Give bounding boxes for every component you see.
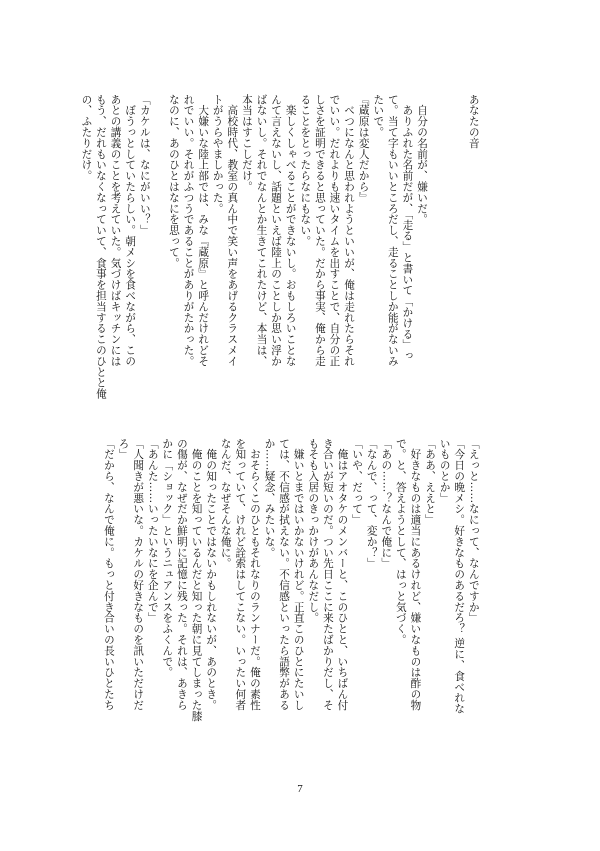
- text-line: なんだ、なぜそんな俺に。: [219, 438, 232, 569]
- text-line: ばないし。それでなんとか生きてこれたけど、本当は、: [255, 94, 268, 367]
- text-line: の傷が、なぜだか鮮明に記憶に残った。それは、あきら: [175, 438, 188, 711]
- text-line: べつになんと思われようといいが、俺は走れたらそれ: [343, 94, 356, 367]
- text-line: 大嫌いな陸上部では、みな『蔵原』と呼んだけれどそ: [197, 94, 210, 367]
- text-line: 「だから、なんで俺に。もっと付き合いの長いひとたち: [102, 438, 115, 711]
- text-line: トがうらやましかった。: [211, 94, 224, 214]
- text-line: でいい。だれよりも速いタイムを出すことで、自分の正: [328, 94, 341, 367]
- text-line: あとの講義のことを考えていた。気づけばキッチンには: [109, 94, 122, 367]
- text-line: なのに、あのひとはなにを思って。: [167, 94, 180, 269]
- text-line: かに「ショック」というニュアンスをふくんで。: [161, 438, 174, 678]
- upper-text-block: [50, 94, 510, 414]
- text-line: 「人聞きが悪いな。カケルの好きなものを訊いただけだ: [132, 438, 145, 711]
- text-line: 自分の名前が、嫌いだ。: [416, 94, 429, 225]
- text-line: 「えっと……なにって、なんですか」: [467, 438, 480, 624]
- text-line: 俺のことを知っているんだと知った朝に見てしまった膝: [190, 438, 203, 722]
- text-line: 「ああ、ええと」: [424, 438, 437, 526]
- text-line: き合いが短いのだ。つい先日ここに来たばかりだし、そ: [321, 438, 334, 711]
- text-line: 「なんで、って、変か？」: [365, 438, 378, 569]
- text-line: もそも入居のきっかけがあんなだし。: [307, 438, 320, 624]
- text-line: ては、不信感が拭えない。不信感といったら語弊がある: [278, 438, 291, 711]
- text-line: 「いや、だって」: [351, 438, 364, 526]
- text-line: ありふれた名前だが、「走る」と書いて「かける」っ: [401, 94, 414, 362]
- text-line: たいで。: [372, 94, 385, 138]
- text-line: か……疑念、みたいな。: [263, 438, 276, 558]
- text-line: 高校時代、教室の真ん中で笑い声をあげるクラスメイ: [226, 94, 239, 367]
- text-line: ることをとったらなにもない。: [299, 94, 312, 247]
- text-line: 「あの……？なんで俺に」: [380, 438, 393, 569]
- text-line: れでいい。それがふつうであることがありがたかった。: [182, 94, 195, 367]
- text-line: もう、だれもいなくなっていて、食事を担当するこのひとと俺: [94, 94, 107, 400]
- text-line: んて言えないし、話題といえば陸上のことしか思い浮か: [270, 94, 283, 367]
- text-line: を知っていて、けれど詮索はしてこない。いったい何者: [234, 438, 247, 711]
- text-line: ぼうっとしていたらしい。朝メシを食べながら、この: [124, 94, 137, 367]
- text-line: の、ふたりだけ。: [80, 94, 93, 182]
- chapter-title: あなたの音: [467, 94, 480, 149]
- text-line: 好きなものは適当にあるけれど、嫌いなものは酢の物: [409, 438, 422, 711]
- text-line: [152, 94, 167, 414]
- text-line: 嫌いとまではいかないけれど。正直このひとにたいし: [292, 438, 305, 711]
- text-line: 「今日の晩メシ。好きなものあるだろ？ 逆に、食べれな: [453, 438, 466, 715]
- text-line: ろ」: [117, 438, 130, 460]
- text-line: 「カケルは、なにがいい？」: [138, 94, 151, 236]
- text-line: 俺の知ったことではないかもしれないが、あのとき。: [205, 438, 218, 711]
- text-line: 「あんた……いったいなにを企んで」: [146, 438, 159, 624]
- lower-text-block: [72, 438, 510, 764]
- text-line: 『蔵原は変人だから』: [357, 94, 370, 203]
- text-line: で。と、答えようとして、はっと気づく。: [394, 438, 407, 646]
- text-line: 俺はアオタケのメンバーと、このひとと、いちばん付: [336, 438, 349, 711]
- text-line: 楽しくしゃべることができないし。おもしろいことな: [284, 94, 297, 367]
- text-line: おそらくこのひともそれなりのランナーだ。俺の素性: [248, 438, 261, 711]
- text-line: 本当はすこしだけ。: [240, 94, 253, 193]
- text-line: いものとか」: [438, 438, 451, 504]
- page-number: 7: [297, 783, 303, 795]
- text-line: て。当て字もいいところだし、走ることしか能がないみ: [386, 94, 399, 367]
- text-line: しさを証明できると思っていた。だから事実、俺から走: [313, 94, 326, 367]
